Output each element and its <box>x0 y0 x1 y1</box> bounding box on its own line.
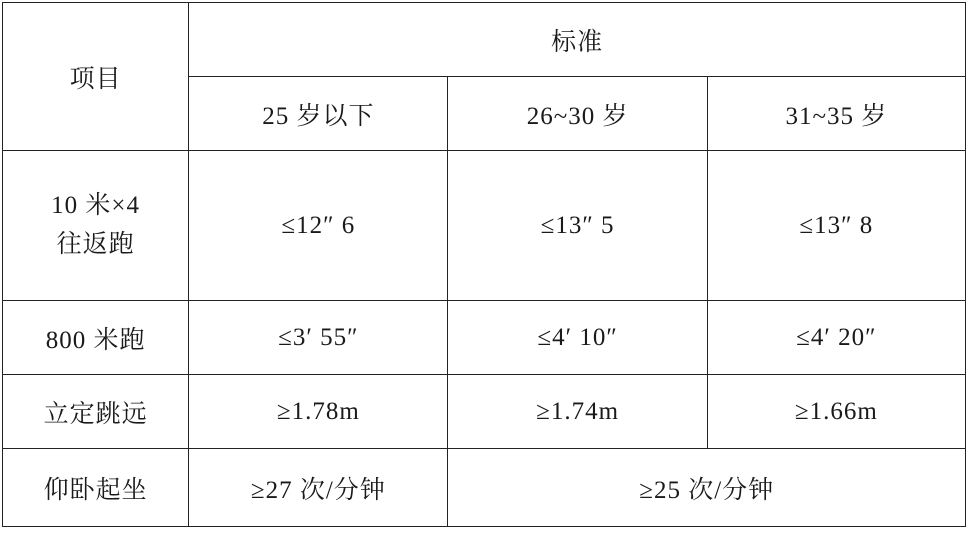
cell-jump-26-30: ≥1.74m <box>448 375 707 449</box>
cell-shuttle-31-35: ≤13″ 8 <box>707 151 965 301</box>
table-row <box>3 449 966 527</box>
row-label-shuttle-run <box>3 151 189 301</box>
row-label-800m-run: 800 米跑 <box>3 301 189 375</box>
header-cell-age-under-25: 25 岁以下 <box>189 77 448 151</box>
cell-shuttle-under-25: ≤12″ 6 <box>189 151 448 301</box>
table-row <box>3 151 966 301</box>
cell-800m-26-30: ≤4′ 10″ <box>448 301 707 375</box>
fitness-standards-table <box>2 2 966 527</box>
cell-jump-31-35: ≥1.66m <box>707 375 965 449</box>
header-cell-age-31-35: 31~35 岁 <box>707 77 965 151</box>
row-label-line2: 往返跑 <box>56 230 135 258</box>
table-header-row-top <box>3 3 966 77</box>
cell-jump-under-25: ≥1.78m <box>189 375 448 449</box>
header-cell-item: 项目 <box>3 3 189 151</box>
table-row <box>3 301 966 375</box>
row-label-standing-long-jump: 立定跳远 <box>3 375 189 449</box>
cell-situp-under-25: ≥27 次/分钟 <box>189 449 448 527</box>
header-cell-age-26-30: 26~30 岁 <box>448 77 707 151</box>
row-label-sit-ups: 仰卧起坐 <box>3 449 189 527</box>
header-cell-standard: 标准 <box>189 3 966 77</box>
cell-situp-26-35: ≥25 次/分钟 <box>448 449 966 527</box>
cell-shuttle-26-30: ≤13″ 5 <box>448 151 707 301</box>
document-page <box>0 2 968 546</box>
cell-800m-31-35: ≤4′ 20″ <box>707 301 965 375</box>
table-row <box>3 375 966 449</box>
cell-800m-under-25: ≤3′ 55″ <box>189 301 448 375</box>
row-label-line1: 10 米×4 <box>51 191 141 219</box>
